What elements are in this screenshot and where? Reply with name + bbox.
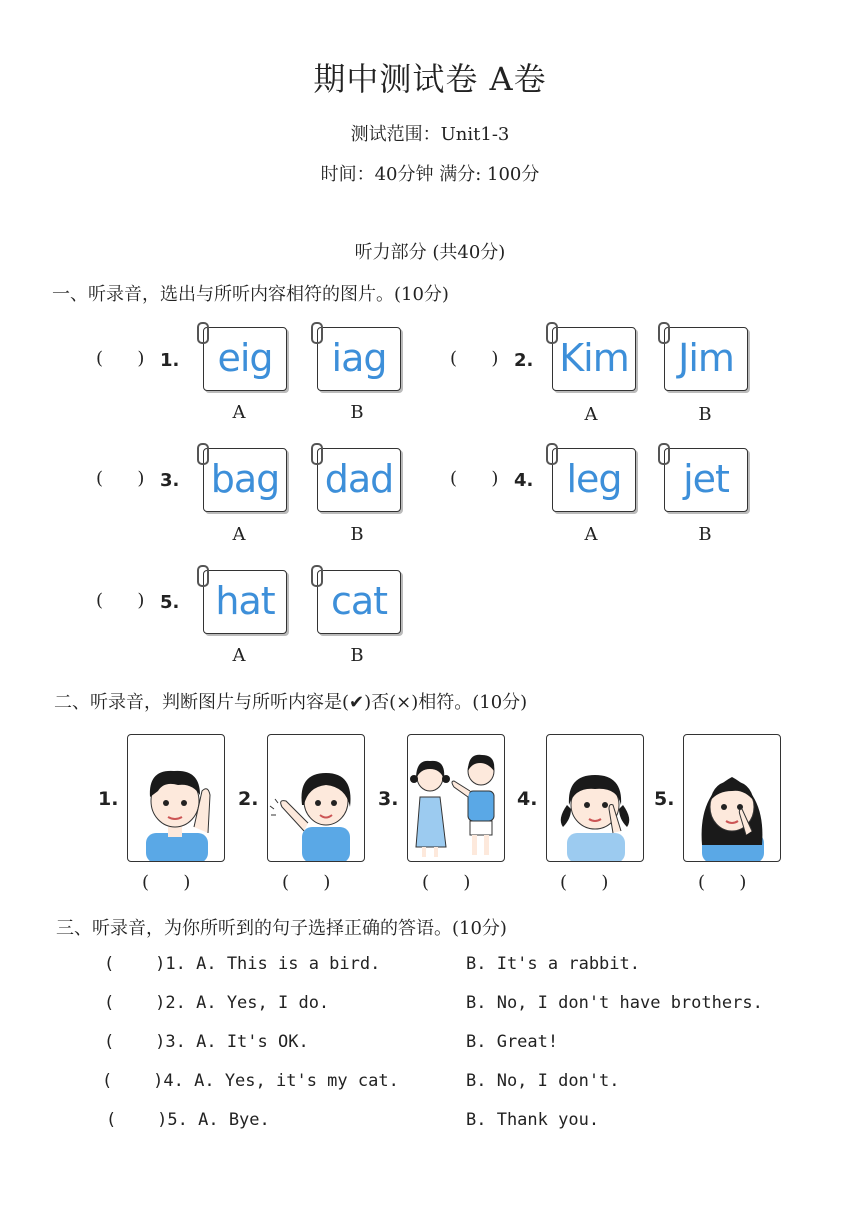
- girl-touching-eye-icon: [547, 735, 643, 861]
- section1-heading: 一、听录音，选出与所听内容相符的图片。(10分): [52, 284, 449, 305]
- picture-number: 5.: [654, 788, 675, 810]
- picture-number: 2.: [238, 788, 259, 810]
- girl-waving-icon: [268, 735, 364, 861]
- question-number: 5.: [160, 592, 180, 613]
- part-title: 听力部分 (共40分): [354, 242, 506, 263]
- question-line: ( )5. A. Bye.: [106, 1110, 270, 1130]
- option-label: B: [698, 404, 712, 425]
- picture-boy-pointing-head: [127, 734, 225, 862]
- time-score: 时间：40分钟 满分: 100分: [320, 164, 540, 185]
- section2-heading: 二、听录音，判断图片与所听内容是(✔)否(×)相符。(10分): [54, 692, 528, 713]
- card-word: jet: [683, 457, 729, 501]
- picture-number: 3.: [378, 788, 399, 810]
- card-word: bag: [210, 457, 280, 501]
- question-number: 4.: [514, 470, 534, 491]
- answer-blank[interactable]: ( ): [422, 872, 471, 893]
- answer-blank[interactable]: ( ): [282, 872, 331, 893]
- answer-blank[interactable]: ( ): [96, 348, 145, 369]
- card-word: dad: [324, 457, 394, 501]
- word-card-a[interactable]: [552, 448, 636, 512]
- option-label: B: [350, 402, 364, 423]
- question-number: 2.: [514, 350, 534, 371]
- page-title: 期中测试卷 A卷: [313, 60, 547, 98]
- question-number: 3.: [160, 470, 180, 491]
- word-card-a[interactable]: [203, 327, 287, 391]
- picture-number: 4.: [517, 788, 538, 810]
- option-b: B. It's a rabbit.: [466, 954, 640, 974]
- picture-number: 1.: [98, 788, 119, 810]
- word-card-b[interactable]: [317, 448, 401, 512]
- option-label: A: [232, 645, 246, 666]
- question-line: ( )4. A. Yes, it's my cat.: [102, 1071, 399, 1091]
- answer-blank[interactable]: ( ): [96, 468, 145, 489]
- option-label: B: [350, 645, 364, 666]
- picture-girl-pointing-nose: [683, 734, 781, 862]
- option-b: B. Great!: [466, 1032, 559, 1052]
- picture-girl-pointing-eye: [546, 734, 644, 862]
- option-b: B. Thank you.: [466, 1110, 600, 1130]
- word-card-a[interactable]: [552, 327, 636, 391]
- card-word: hat: [215, 579, 275, 623]
- option-label: A: [584, 404, 598, 425]
- answer-blank[interactable]: ( ): [142, 872, 191, 893]
- option-label: B: [698, 524, 712, 545]
- card-word: cat: [330, 579, 388, 623]
- word-card-b[interactable]: [664, 327, 748, 391]
- card-word: leg: [566, 457, 622, 501]
- question-number: 1.: [160, 350, 180, 371]
- word-card-a[interactable]: [203, 570, 287, 634]
- option-label: A: [232, 402, 246, 423]
- picture-girl-and-boy: [407, 734, 505, 862]
- question-line: ( )3. A. It's OK.: [104, 1032, 309, 1052]
- word-card-a[interactable]: [203, 448, 287, 512]
- answer-blank[interactable]: ( ): [96, 590, 145, 611]
- answer-blank[interactable]: ( ): [698, 872, 747, 893]
- word-card-b[interactable]: [664, 448, 748, 512]
- word-card-b[interactable]: [317, 570, 401, 634]
- card-word: eig: [217, 336, 273, 380]
- card-word: Kim: [559, 336, 629, 380]
- card-word: iag: [331, 336, 387, 380]
- test-range: 测试范围：Unit1-3: [350, 124, 510, 145]
- answer-blank[interactable]: ( ): [450, 468, 499, 489]
- answer-blank[interactable]: ( ): [450, 348, 499, 369]
- two-children-icon: [408, 735, 504, 861]
- boy-touching-head-icon: [128, 735, 224, 861]
- card-word: Jim: [678, 336, 734, 380]
- question-line: ( )2. A. Yes, I do.: [104, 993, 330, 1013]
- word-card-b[interactable]: [317, 327, 401, 391]
- option-b: B. No, I don't.: [466, 1071, 620, 1091]
- option-label: A: [232, 524, 246, 545]
- answer-blank[interactable]: ( ): [560, 872, 609, 893]
- option-label: A: [584, 524, 598, 545]
- picture-girl-waving: [267, 734, 365, 862]
- girl-touching-nose-icon: [684, 735, 780, 861]
- section3-heading: 三、听录音，为你所听到的句子选择正确的答语。(10分): [56, 918, 507, 939]
- option-b: B. No, I don't have brothers.: [466, 993, 763, 1013]
- question-line: ( )1. A. This is a bird.: [104, 954, 381, 974]
- option-label: B: [350, 524, 364, 545]
